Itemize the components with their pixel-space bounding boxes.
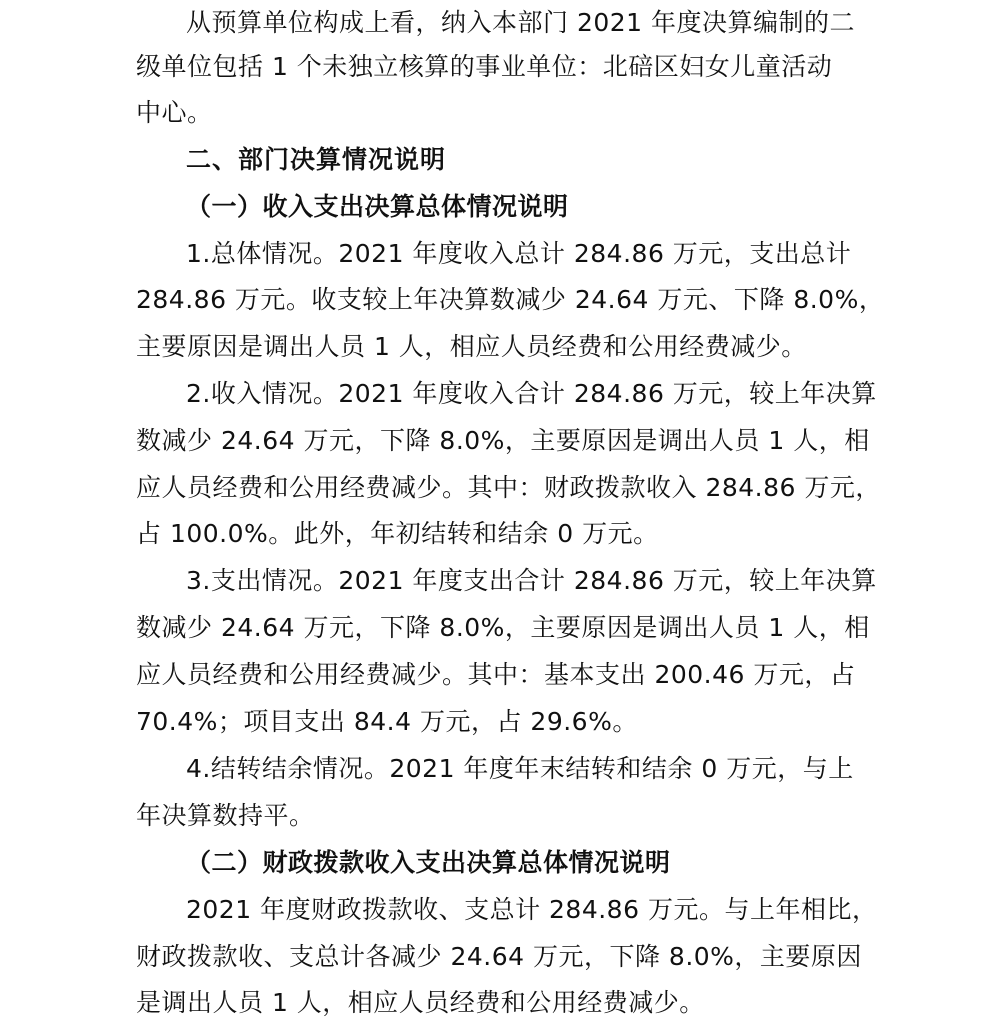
paragraph-income-line-3 <box>0 465 1000 511</box>
heading-text: （二）财政拨款收入支出决算总体情况说明 <box>186 848 671 877</box>
text-line: 2021 年度财政拨款收、支总计 284.86 万元。与上年相比， <box>186 895 878 924</box>
text-line: 4.结转结余情况。2021 年度年末结转和结余 0 万元，与上 <box>186 754 854 783</box>
text-line: 3.支出情况。2021 年度支出合计 284.86 万元，较上年决算 <box>186 566 877 595</box>
text-line: 年决算数持平。 <box>136 801 315 830</box>
subsection-heading-2 <box>0 840 1000 886</box>
section-heading-2 <box>0 137 1000 183</box>
text-line: 数减少 24.64 万元，下降 8.0%，主要原因是调出人员 1 人，相 <box>136 426 870 455</box>
text-line: 级单位包括 1 个未独立核算的事业单位：北碚区妇女儿童活动 <box>136 52 833 81</box>
text-line: 中心。 <box>136 98 213 127</box>
paragraph-overall-line-2 <box>0 277 1000 323</box>
paragraph-overall-line-3 <box>0 324 1000 370</box>
paragraph-income-line-4 <box>0 511 1000 557</box>
paragraph-carryover-line-1 <box>0 746 1000 792</box>
paragraph-expenditure-line-4 <box>0 699 1000 745</box>
text-line: 数减少 24.64 万元，下降 8.0%，主要原因是调出人员 1 人，相 <box>136 613 870 642</box>
text-line: 从预算单位构成上看，纳入本部门 2021 年度决算编制的二 <box>186 8 856 37</box>
text-line: 应人员经费和公用经费减少。其中：基本支出 200.46 万元，占 <box>136 660 856 689</box>
paragraph-expenditure-line-2 <box>0 605 1000 651</box>
text-line: 财政拨款收、支总计各减少 24.64 万元，下降 8.0%，主要原因 <box>136 942 862 971</box>
paragraph-fiscal-line-1 <box>0 887 1000 933</box>
heading-text: 二、部门决算情况说明 <box>186 145 447 174</box>
paragraph-budget-units-line-3 <box>0 90 1000 136</box>
paragraph-fiscal-line-2 <box>0 934 1000 980</box>
paragraph-budget-units-line-1 <box>0 0 1000 46</box>
paragraph-income-line-2 <box>0 418 1000 464</box>
text-line: 1.总体情况。2021 年度收入总计 284.86 万元，支出总计 <box>186 239 852 268</box>
paragraph-overall-line-1 <box>0 231 1000 277</box>
paragraph-income-line-1 <box>0 371 1000 417</box>
heading-text: （一）收入支出决算总体情况说明 <box>186 192 569 221</box>
text-line: 2.收入情况。2021 年度收入合计 284.86 万元，较上年决算 <box>186 379 877 408</box>
paragraph-expenditure-line-1 <box>0 558 1000 604</box>
text-line: 284.86 万元。收支较上年决算数减少 24.64 万元、下降 8.0%， <box>136 285 885 314</box>
paragraph-expenditure-line-3 <box>0 652 1000 698</box>
paragraph-fiscal-line-3 <box>0 980 1000 1026</box>
text-line: 主要原因是调出人员 1 人，相应人员经费和公用经费减少。 <box>136 332 807 361</box>
text-line: 占 100.0%。此外，年初结转和结余 0 万元。 <box>136 519 659 548</box>
text-line: 应人员经费和公用经费减少。其中：财政拨款收入 284.86 万元， <box>136 473 881 502</box>
paragraph-carryover-line-2 <box>0 793 1000 839</box>
paragraph-budget-units-line-2 <box>0 44 1000 90</box>
text-line: 70.4%；项目支出 84.4 万元，占 29.6%。 <box>136 707 638 736</box>
subsection-heading-1 <box>0 184 1000 230</box>
text-line: 是调出人员 1 人，相应人员经费和公用经费减少。 <box>136 988 705 1017</box>
